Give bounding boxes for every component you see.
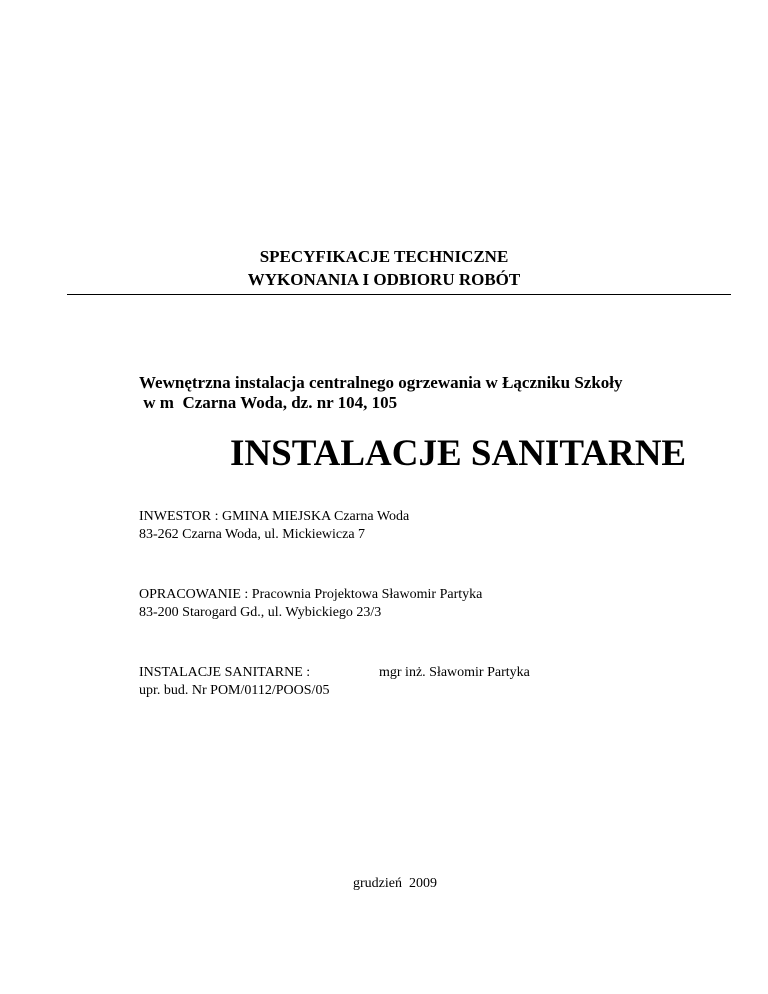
document-title-line-1: SPECYFIKACJE TECHNICZNE [259,247,509,266]
horizontal-divider [67,294,731,295]
investor-address: 83-262 Czarna Woda, ul. Mickiewicza 7 [139,527,366,542]
main-heading: INSTALACJE SANITARNE [230,433,687,474]
signatory-name: mgr inż. Sławomir Partyka [379,665,530,680]
investor-name: INWESTOR : GMINA MIEJSKA Czarna Woda [139,509,410,524]
prepared-by-address: 83-200 Starogard Gd., ul. Wybickiego 23/3 [139,605,382,620]
document-title-line-2: WYKONANIA I ODBIORU ROBÓT [247,270,521,289]
project-subject-line-2: w m Czarna Woda, dz. nr 104, 105 [139,393,398,412]
document-date: grudzień 2009 [353,876,437,891]
signatory-license: upr. bud. Nr POM/0112/POOS/05 [139,683,330,698]
project-subject-line-1: Wewnętrzna instalacja centralnego ogrzewania w Łączniku Szkoły [139,373,623,392]
signatory-label: INSTALACJE SANITARNE : [139,665,311,680]
prepared-by-name: OPRACOWANIE : Pracownia Projektowa Sławomir Partyka [139,587,483,602]
